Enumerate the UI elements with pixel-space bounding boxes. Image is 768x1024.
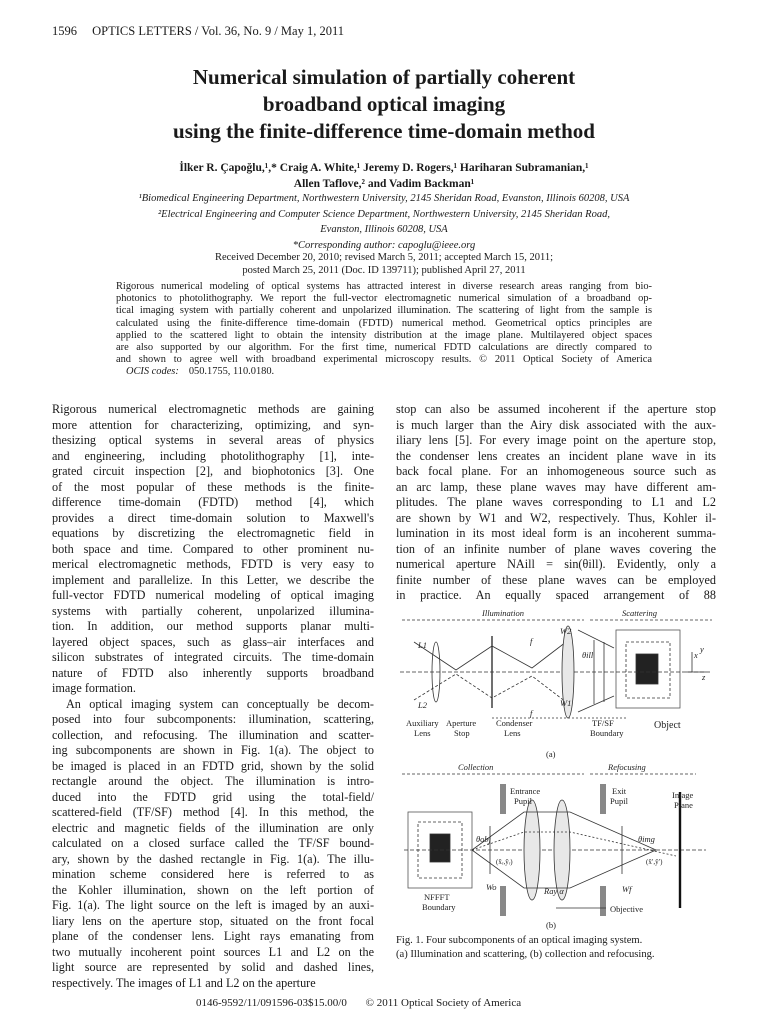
abstract-line: are also supported by our algorithm. For the first time, numerical FDTD calculations are directly compared to: [116, 342, 652, 354]
abstract-line: and shown to agree well with broadband experimental microscopy results. © 2011 Optical Society of America: [116, 354, 652, 366]
abstract: [116, 281, 652, 366]
title-line: broadband optical imaging: [262, 92, 506, 116]
body-text-line: scattered-field (TF/SF) method [4]. In this method, the: [52, 805, 374, 819]
body-text-line: provides a direct time-domain solution to Maxwell's: [52, 510, 374, 525]
body-text-line: grated circuit inspection [2], and biophotonics [3]. One: [52, 464, 374, 478]
body-text-line: more attention for characterizing, optimizing, and syn-: [52, 417, 374, 432]
body-text-line: implement and parallelize. In this Letter, we describe the: [52, 572, 374, 587]
label-condenser-lens: Condenser: [496, 718, 533, 728]
body-text-line: Rigorous numerical electromagnetic methods are gaining: [52, 402, 374, 416]
dates-line: Received December 20, 2010; revised March 5, 2011; accepted March 15, 2011;: [214, 252, 554, 263]
affiliation-line: ²Electrical Engineering and Computer Science Department, Northwestern University, 2145 Sheridan Road,: [158, 208, 610, 220]
body-text-line: image formation.: [52, 681, 136, 695]
body-text-line: layered object spaces, such as glass–air interfaces and: [52, 634, 374, 649]
label-wo: Wo: [486, 882, 497, 892]
body-text-line: collection, and refocusing. The illumination and scatter-: [52, 727, 374, 742]
author-line: Allen Taflove,² and Vadim Backman¹: [293, 178, 475, 190]
body-text-line: full-vector FDTD numerical modeling of optical imaging: [52, 588, 374, 602]
body-text-line: stop can also be assumed incoherent if the aperture stop: [396, 402, 716, 416]
copyright: © 2011 Optical Society of America: [365, 997, 522, 1009]
body-text-line: systems with partially coherent, unpolarized illumina-: [52, 603, 374, 618]
label-illumination: Illumination: [482, 608, 525, 618]
body-text-line: the condenser lens creates an incident plane wave in its: [396, 448, 716, 463]
label-objective: Objective: [610, 904, 644, 914]
label-entrance-pupil-2: Pupil: [514, 796, 532, 806]
panel-a-tag: (a): [546, 749, 556, 759]
label-ray: Ray α: [544, 886, 564, 896]
label-object: Object: [654, 720, 681, 731]
body-text-line: tion of an infinite number of plane waves covering the: [396, 541, 716, 556]
corresponding-author: *Corresponding author: capoglu@ieee.org: [292, 239, 476, 251]
label-wf: Wf: [622, 884, 632, 894]
panel-b-tag: (b): [546, 920, 556, 930]
affiliation-line: Evanston, Illinois 60208, USA: [320, 224, 448, 236]
body-text-line: numerical aperture NAill = sin(θill). Evidently, only a: [396, 557, 716, 571]
body-text-line: duced into the FDTD grid using the total-field/: [52, 789, 374, 804]
article-code: 0146-9592/11/091596-03$15.00/0: [196, 997, 347, 1009]
body-text-line: both space and time. Compared to other prominent nu-: [52, 541, 374, 556]
abstract-line: Rigorous numerical modeling of optical systems has attracted interest in diverse research areas ranging from bio-: [116, 281, 652, 292]
body-text-line: calculated on a closed surface called the TF/SF bound-: [52, 836, 374, 850]
label-entrance-pupil: Entrance: [510, 786, 541, 796]
body-text-line: in practice. An equally spaced arrangement of 88: [396, 588, 716, 602]
dates-line: posted March 25, 2011 (Doc. ID 139711); published April 27, 2011: [242, 265, 526, 277]
body-text-line: mination scheme considered here is referred to as: [52, 867, 374, 881]
label-x: x: [694, 650, 698, 660]
figure-1a-labels: [406, 608, 706, 759]
label-w2: W2: [560, 626, 572, 636]
body-text-line: of the most popular of these methods is the finite-: [52, 479, 374, 494]
abstract-line: photonics to photolithography. We report the full-vector electromagnetic numerical simulation of a broadband op-: [116, 293, 652, 305]
label-collection: Collection: [458, 762, 494, 772]
label-l2: L2: [418, 700, 427, 710]
journal-info: OPTICS LETTERS / Vol. 36, No. 9 / May 1, 2011: [92, 24, 344, 38]
affiliations: [60, 191, 708, 253]
label-aperture-stop: Aperture: [446, 718, 477, 728]
label-f1: f: [530, 636, 533, 646]
left-column: [52, 402, 374, 991]
caption-line: (a) Illumination and scattering, (b) collection and refocusing.: [396, 948, 655, 960]
figure-1a: [400, 620, 712, 718]
body-text-line: light source are represented by solid and dashed lines,: [52, 960, 374, 974]
body-text-line: posed into four subcomponents: illumination, scattering,: [52, 712, 374, 726]
label-aux-lens: Auxiliary: [406, 718, 439, 728]
body-text-line: lumination in its most ideal form is an incoherent summa-: [396, 526, 716, 540]
label-coord-1: (x̂ᵣ,ŷᵣ): [496, 858, 513, 866]
caption-line: Fig. 1. Four subcomponents of an optical imaging system.: [396, 935, 643, 946]
label-image-plane: Image: [672, 790, 694, 800]
body-text-line: plitudes. The plane waves corresponding to L1 and L2: [396, 495, 716, 509]
body-text-line: rectangle around the object. The illumination is intro-: [52, 774, 374, 788]
label-l1: L1: [418, 640, 427, 650]
figure-1: [396, 602, 716, 932]
abstract-line: calculated using the finite-difference time-domain (FDTD) numerical method. Geometrical optics principles are: [116, 317, 652, 329]
body-text-line: be imaged is placed in an FDTD grid, shown by the solid: [52, 758, 374, 773]
label-exit-pupil: Exit: [612, 786, 627, 796]
body-text-line: plane of the condenser lens. Light rays emanating from: [52, 929, 374, 943]
body-text-line: two mutually incoherent point sources L1 and L2 on the: [52, 944, 374, 959]
title-line: using the finite-difference time-domain method: [173, 119, 595, 143]
ocis-codes: [126, 366, 274, 377]
label-theta-ill: θill: [582, 650, 594, 660]
body-text-line: nature of FDTD also inherently supports broadband: [52, 665, 374, 680]
label-theta-obj: θobj: [476, 834, 492, 844]
abstract-line: tical imaging system with partially coherent and unpolarized illumination. The scattering of light from the sample is: [116, 305, 652, 317]
body-text-line: Fig. 1(a). The light source on the left is imaged by an auxi-: [52, 898, 374, 912]
label-condenser-lens-2: Lens: [504, 728, 521, 738]
body-text-line: liary lens on the aperture stop, situated on the front focal: [52, 913, 374, 928]
label-z: z: [702, 672, 706, 682]
label-tfsf: TF/SF: [592, 718, 614, 728]
label-scattering: Scattering: [622, 608, 657, 618]
body-text-line: iliary lens [5]. For every image point on the aperture stop,: [396, 433, 716, 447]
label-aperture-stop-2: Stop: [454, 728, 470, 738]
body-text-line: are shown by W1 and W2, respectively. Thus, Kohler il-: [396, 510, 716, 525]
body-text-line: an arc lamp, these plane waves may have different am-: [396, 479, 716, 494]
body-text-line: ing subcomponents are shown in Fig. 1(a). The object to: [52, 743, 374, 757]
body-text-line: merical electromagnetic methods, FDTD is very easy to: [52, 557, 374, 571]
title-line: Numerical simulation of partially coherent: [192, 65, 576, 89]
label-y: y: [700, 644, 704, 654]
figure-caption: [396, 934, 718, 961]
label-nffft-2: Boundary: [422, 902, 456, 912]
body-text-line: equations by discretizing the electromagnetic field in: [52, 526, 374, 540]
label-image-plane-2: Plane: [674, 800, 693, 810]
paper-title: [60, 64, 708, 145]
label-w1: W1: [560, 698, 572, 708]
body-text-line: thesizing optical systems in several areas of physics: [52, 433, 374, 447]
body-text-line: ary, shown by the dashed rectangle in Fig. 1(a). The illu-: [52, 851, 374, 866]
label-refocusing: Refocusing: [608, 762, 646, 772]
body-text-line: electric and magnetic fields of the illumination are only: [52, 820, 374, 835]
label-tfsf-2: Boundary: [590, 728, 624, 738]
author-line: İlker R. Çapoğlu,¹,* Craig A. White,¹ Jeremy D. Rogers,¹ Hariharan Subramanian,¹: [179, 162, 589, 174]
page-footer: [196, 997, 537, 1009]
affiliation-line: ¹Biomedical Engineering Department, Northwestern University, 2145 Sheridan Road, Evanston, Illinois 60208, USA: [138, 193, 630, 204]
label-coord-2: (x̂′,ŷ′): [646, 858, 663, 866]
body-text-line: and engineering, including photolithography [1], inte-: [52, 448, 374, 463]
body-text-line: silicon substrates of integrated circuits. The time-domain: [52, 650, 374, 664]
body-text-line: An optical imaging system can conceptually be decom-: [66, 696, 374, 711]
label-theta-img: θimg: [638, 834, 655, 844]
body-text-line: finite number of these plane waves can be employed: [396, 572, 716, 587]
body-text-line: the Kohler illumination, shown on the left portion of: [52, 882, 374, 897]
body-text-line: tion. In addition, our method supports planar multi-: [52, 619, 374, 633]
publication-dates: [60, 251, 708, 278]
body-text-line: back focal plane. For an inhomogeneous source such as: [396, 464, 716, 478]
label-aux-lens-2: Lens: [414, 728, 431, 738]
body-text-line: difference time-domain (FDTD) method [4], which: [52, 495, 374, 509]
ocis-label: OCIS codes:: [126, 366, 179, 377]
page-number: 1596: [52, 24, 77, 38]
body-text-line: is much larger than the Airy disk associated with the aux-: [396, 417, 716, 432]
abstract-line: applied to the scattered light to obtain the intensity distribution at the image plane. Multilayered object spaces: [116, 329, 652, 341]
right-column: [396, 402, 716, 604]
ocis-values: 050.1755, 110.0180.: [188, 366, 275, 377]
page-header: [52, 24, 356, 39]
label-nffft: NFFFT: [424, 892, 450, 902]
label-f2: f: [530, 708, 533, 718]
body-text-line: respectively. The images of L1 and L2 on the aperture: [52, 975, 316, 990]
author-list: [60, 160, 708, 192]
label-exit-pupil-2: Pupil: [610, 796, 628, 806]
